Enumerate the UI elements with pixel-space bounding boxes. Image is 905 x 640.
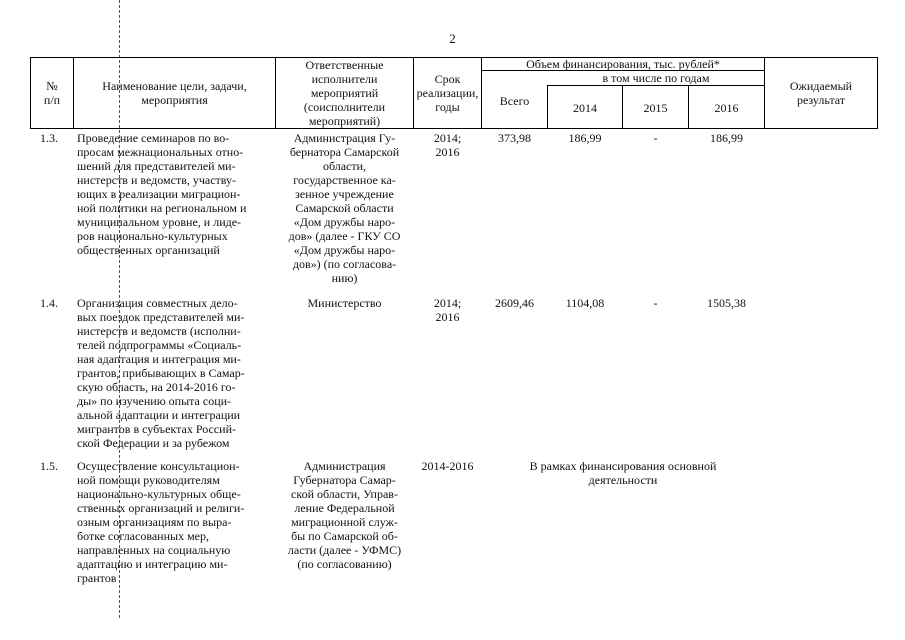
row-name: Проведение семинаров по во- просам межнациональных отно- шений для представителей ми- нистерств и ведомств, участву- ющих в реализации миграцион- ной политики на региональном и муниципальном уровне, и лиде- ров национально-культурных общественных организаций xyxy=(77,131,247,257)
row-2015: - xyxy=(653,131,658,145)
row-2016: 186,99 xyxy=(710,131,743,145)
col-border-9 xyxy=(877,57,878,129)
header-by-year: в том числе по годам xyxy=(602,71,710,85)
header-num: № п/п xyxy=(43,79,61,107)
row-number: 1.4. xyxy=(40,296,58,310)
header-funding: Объем финансирования, тыс. рублей* xyxy=(526,57,720,71)
header-result: Ожидаемый результат xyxy=(789,79,853,107)
row-2014: 1104,08 xyxy=(565,296,605,310)
header-divider-years xyxy=(547,85,764,86)
header-executor: Ответственные исполнители мероприятий (соисполнители мероприятий) xyxy=(303,58,386,128)
row-executor: Администрация Губернатора Самар- ской области, Управ- ление Федеральной миграционной служ- бы по Самарской об- ласти (далее - УФМС) (по согласованию) xyxy=(287,459,402,571)
row-executor: Министерство xyxy=(307,296,382,310)
header-year-2015: 2015 xyxy=(643,101,668,115)
row-2014: 186,99 xyxy=(568,131,602,145)
row-total: 373,98 xyxy=(498,131,531,145)
row-2015: - xyxy=(653,296,658,310)
header-total: Всего xyxy=(499,94,530,108)
row-executor: Администрация Гу- бернатора Самарской области, государственное ка- зенное учреждение Самарской области «Дом дружбы наро- дов» (далее - ГКУ СО «Дом дружбы наро- дов») (по согласова- нию) xyxy=(288,131,401,285)
row-term: 2014-2016 xyxy=(421,459,474,473)
header-year-2016: 2016 xyxy=(714,101,739,115)
header-year-2014: 2014 xyxy=(573,101,597,115)
row-number: 1.3. xyxy=(40,131,58,145)
row-name: Организация совместных дело- вых поездок представителей ми- нистерств и ведомств (исполни- телей подпрограммы «Социаль- ная адаптация и интеграция ми- грантов, прибывающих в Самар- скую область, на 2014-2016 го- ды» по изучению опыта соци- альной адаптации и интеграции мигрантов в субъектах Россий- ской Федерации и за рубежом xyxy=(77,296,245,450)
row-term: 2014; 2016 xyxy=(433,131,462,159)
row-number: 1.5. xyxy=(40,459,58,473)
row-term: 2014; 2016 xyxy=(433,296,462,324)
row-funding-note: В рамках финансирования основной деятельности xyxy=(529,459,717,487)
row-2016: 1505,38 xyxy=(707,296,746,310)
page-number: 2 xyxy=(449,31,456,46)
row-name: Осуществление консультацион- ной помощи руководителям национально-культурных обще- ственных организаций и религи- озным организациям по выра- ботке согласованных мер, направленных на социальную адаптацию и интеграцию ми- грантов xyxy=(77,459,245,585)
header-name: Наименование цели, задачи, мероприятия xyxy=(102,79,247,107)
row-total: 2609,46 xyxy=(495,296,534,310)
table-header-bottom-border xyxy=(30,128,878,129)
header-term: Срок реализации, годы xyxy=(416,72,479,114)
